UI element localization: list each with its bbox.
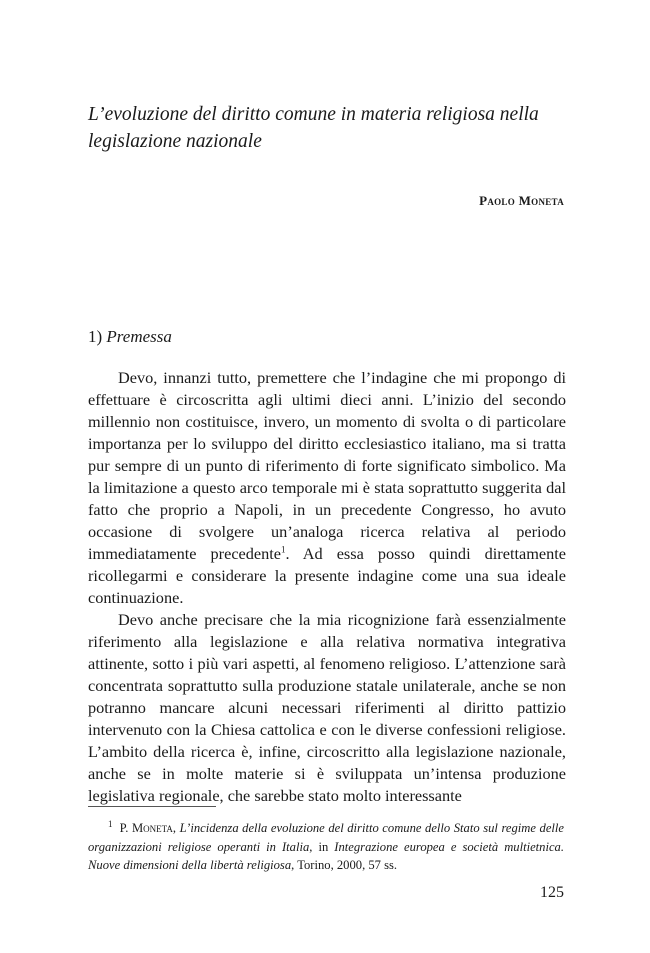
page-number: 125 xyxy=(540,884,564,901)
paragraph xyxy=(88,367,566,609)
footnote-separator xyxy=(88,806,216,807)
section-number: 1) xyxy=(88,327,103,346)
body-text xyxy=(88,367,566,807)
footnote-work-title: L’incidenza della evoluzione del diritto comune dello Stato sul regime delle organizzazioni religiose operanti in Italia xyxy=(88,821,564,854)
footnote xyxy=(88,819,564,875)
footnote-number: 1 xyxy=(108,818,113,829)
footnote-book-title: Integrazione europea e società multietnica. Nuove dimensioni della libertà religiosa xyxy=(88,839,564,872)
footnote-author-initial: P. xyxy=(119,821,129,835)
section-title: Premessa xyxy=(106,327,172,346)
author-name: Paolo Moneta xyxy=(479,193,564,208)
footnote-connector: , in xyxy=(309,839,335,854)
paragraph-text: Devo, innanzi tutto, premettere che l’indagine che mi propongo di effettuare è circoscritta agli ultimi dieci anni. L’inizio del secondo millennio non costituisce, invero, un momento di svolta o di particolare importanza per lo sviluppo del diritto ecclesiastico italiano, ma si tratta pur sempre di un punto di riferimento di forte significato simbolico. Ma la limitazione a questo arco temporale mi è stata soprattutto suggerita dal fatto che proprio a Napoli, in un precedente Congresso, ho avuto occasione di svolgere un’analoga ricerca relativa al periodo immediatamente precedente xyxy=(88,368,566,563)
footnote-author-surname: Moneta xyxy=(131,821,173,835)
footnote-punct: , xyxy=(172,821,180,835)
footnote-text xyxy=(88,819,564,875)
footnote-publication: , Torino, 2000, 57 ss. xyxy=(291,858,398,872)
paragraph: Devo anche precisare che la mia ricognizione farà essenzialmente riferimento alla legislazione e alla relativa normativa integrativa attinente, sotto i più vari aspetti, al fenomeno religioso. L’attenzione sarà concentrata soprattutto sulla produzione statale unilaterale, anche se non potranno mancare alcuni necessari riferimenti al diritto pattizio intervenuto con la Chiesa cattolica e con le diverse confessioni religiose. L’ambito della ricerca è, infine, circoscritto alla legislazione nazionale, anche se in molte materie si è sviluppata un’intensa produzione legislativa regionale, che sarebbe stato molto interessante xyxy=(88,610,566,805)
footnote-reference: 1 xyxy=(281,544,286,555)
article-title: L’evoluzione del diritto comune in materia religiosa nella legislazione nazionale xyxy=(88,104,539,152)
paragraph-text: . Ad essa posso quindi direttamente ricollegarmi e considerare la presente indagine come una sua ideale continuazione. xyxy=(88,544,566,607)
section-heading xyxy=(88,326,172,348)
